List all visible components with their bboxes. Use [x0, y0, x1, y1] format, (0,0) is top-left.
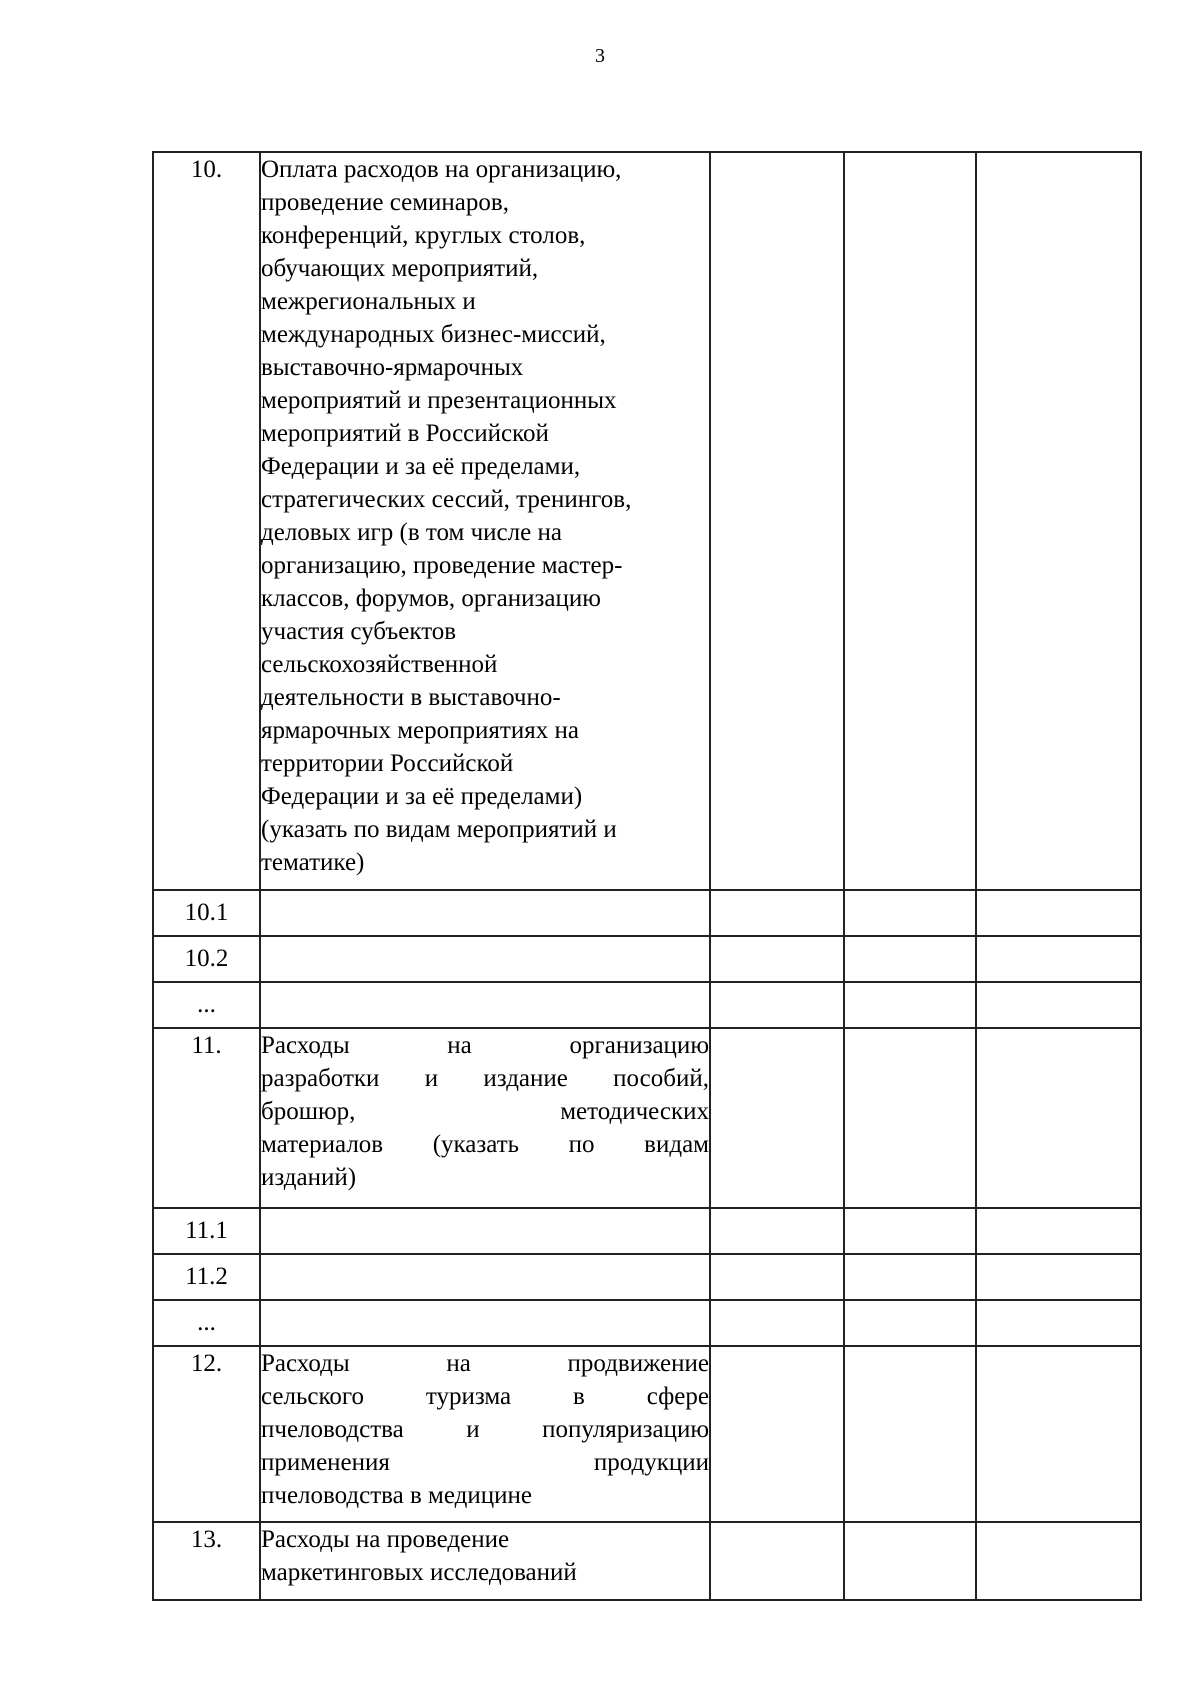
row-number: 11.2: [153, 1254, 260, 1300]
description-line: материалов (указать по видам: [261, 1131, 709, 1158]
empty-cell: [976, 1522, 1141, 1600]
empty-cell: [976, 152, 1141, 890]
description-line: деятельности в выставочно-: [261, 684, 561, 711]
description-line: применения продукции: [261, 1449, 709, 1476]
empty-cell: [844, 1300, 976, 1346]
empty-cell: [710, 1522, 844, 1600]
table-row: [153, 1300, 1141, 1346]
description-line: Федерации и за её пределами): [261, 783, 583, 810]
description-line: проведение семинаров,: [261, 189, 509, 216]
table-row: [153, 1208, 1141, 1254]
description-line: участия субъектов: [261, 618, 457, 645]
empty-cell: [260, 890, 710, 936]
empty-cell: [260, 1300, 710, 1346]
description-line: ярмарочных мероприятиях на: [261, 717, 579, 744]
empty-cell: [976, 1300, 1141, 1346]
description-line: маркетинговых исследований: [261, 1559, 577, 1586]
empty-cell: [710, 1254, 844, 1300]
description-line: брошюр, методических: [261, 1098, 709, 1125]
description-line: пчеловодства в медицине: [261, 1482, 532, 1509]
empty-cell: [710, 1028, 844, 1208]
table-row: [153, 890, 1141, 936]
empty-cell: [710, 1300, 844, 1346]
empty-cell: [844, 152, 976, 890]
empty-cell: [976, 1346, 1141, 1522]
empty-cell: [976, 890, 1141, 936]
table-row: [153, 1346, 1141, 1522]
empty-cell: [710, 1346, 844, 1522]
empty-cell: [844, 1208, 976, 1254]
table-row: [153, 936, 1141, 982]
row-number: ...: [153, 982, 260, 1028]
empty-cell: [260, 1208, 710, 1254]
description-line: Оплата расходов на организацию,: [261, 156, 622, 183]
empty-cell: [710, 982, 844, 1028]
empty-cell: [844, 1346, 976, 1522]
empty-cell: [844, 936, 976, 982]
empty-cell: [976, 1208, 1141, 1254]
description-line: мероприятий в Российской: [261, 420, 549, 447]
row-description: [260, 1028, 710, 1208]
empty-cell: [976, 936, 1141, 982]
page-number: 3: [595, 45, 605, 67]
table-row: [153, 1522, 1141, 1600]
empty-cell: [710, 1208, 844, 1254]
description-line: обучающих мероприятий,: [261, 255, 539, 282]
empty-cell: [976, 1028, 1141, 1208]
description-line: сельского туризма в сфере: [261, 1383, 709, 1410]
description-line: тематике): [261, 849, 365, 876]
description-line: деловых игр (в том числе на: [261, 519, 562, 546]
description-line: пчеловодства и популяризацию: [261, 1416, 709, 1443]
description-line: разработки и издание пособий,: [261, 1065, 709, 1092]
row-number: 11.1: [153, 1208, 260, 1254]
table-row: [153, 152, 1141, 890]
description-line: классов, форумов, организацию: [261, 585, 601, 612]
description-line: мероприятий и презентационных: [261, 387, 617, 414]
row-number: 12.: [153, 1346, 260, 1522]
description-line: изданий): [261, 1164, 357, 1191]
empty-cell: [710, 152, 844, 890]
row-number: 10.: [153, 152, 260, 890]
description-line: Федерации и за её пределами,: [261, 453, 581, 480]
row-number: 10.2: [153, 936, 260, 982]
description-line: межрегиональных и: [261, 288, 476, 315]
empty-cell: [260, 982, 710, 1028]
description-line: Расходы на продвижение: [261, 1350, 709, 1377]
description-line: организацию, проведение мастер-: [261, 552, 623, 579]
row-description: [260, 1522, 710, 1600]
description-line: конференций, круглых столов,: [261, 222, 586, 249]
empty-cell: [260, 936, 710, 982]
expenses-table: [152, 151, 1142, 1601]
row-description: [260, 1346, 710, 1522]
description-line: сельскохозяйственной: [261, 651, 498, 678]
description-line: международных бизнес-миссий,: [261, 321, 606, 348]
table-row: [153, 1254, 1141, 1300]
description-line: территории Российской: [261, 750, 514, 777]
empty-cell: [710, 890, 844, 936]
empty-cell: [260, 1254, 710, 1300]
table-row: [153, 982, 1141, 1028]
description-line: Расходы на организацию: [261, 1032, 709, 1059]
row-number: 13.: [153, 1522, 260, 1600]
description-line: стратегических сессий, тренингов,: [261, 486, 632, 513]
description-line: выставочно-ярмарочных: [261, 354, 524, 381]
empty-cell: [976, 1254, 1141, 1300]
description-line: (указать по видам мероприятий и: [261, 816, 617, 843]
row-number: 10.1: [153, 890, 260, 936]
row-description: [260, 152, 710, 890]
row-number: ...: [153, 1300, 260, 1346]
table-row: [153, 1028, 1141, 1208]
description-line: Расходы на проведение: [261, 1526, 510, 1553]
empty-cell: [844, 982, 976, 1028]
empty-cell: [976, 982, 1141, 1028]
empty-cell: [844, 1522, 976, 1600]
empty-cell: [844, 1254, 976, 1300]
empty-cell: [710, 936, 844, 982]
empty-cell: [844, 1028, 976, 1208]
empty-cell: [844, 890, 976, 936]
row-number: 11.: [153, 1028, 260, 1208]
